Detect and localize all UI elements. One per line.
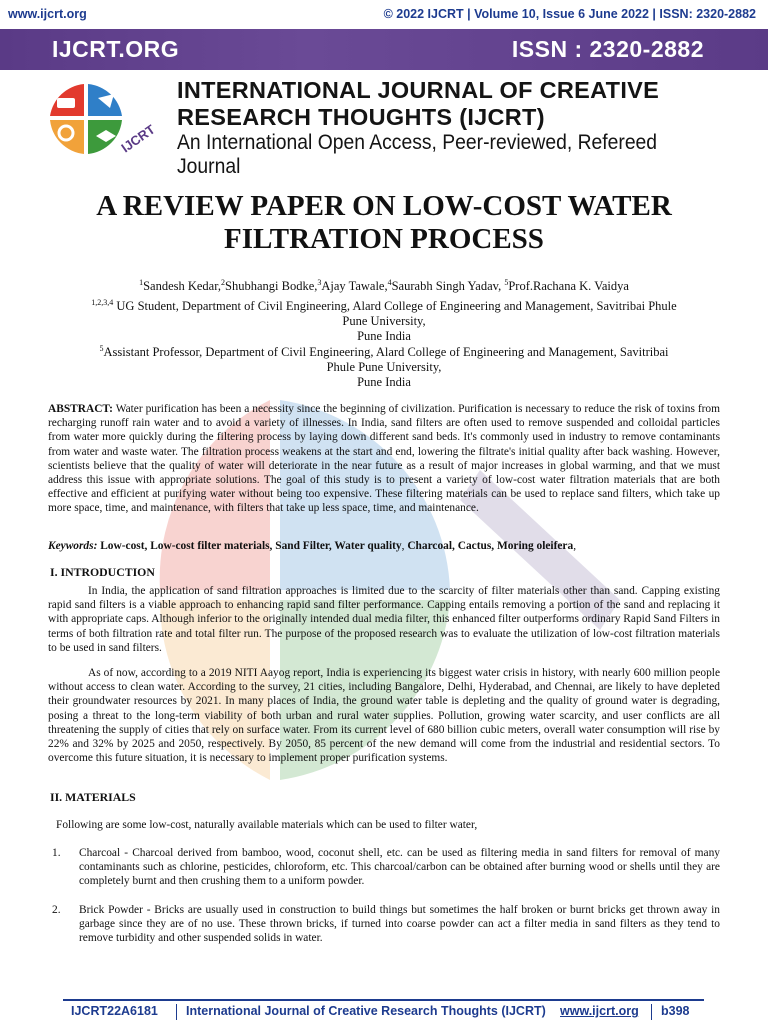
ijcrt-logo-icon xyxy=(44,76,172,166)
journal-title-line1: INTERNATIONAL JOURNAL OF CREATIVE xyxy=(177,77,660,103)
banner-site-name: IJCRT.ORG xyxy=(52,36,180,62)
author-name: Ajay Tawale, xyxy=(321,279,388,294)
abstract-label: ABSTRACT: xyxy=(48,403,113,415)
footer-paper-id: IJCRT22A6181 xyxy=(71,1004,158,1018)
footer-url-link[interactable]: www.ijcrt.org xyxy=(560,1004,639,1018)
paper-title-line1: A REVIEW PAPER ON LOW-COST WATER xyxy=(96,190,672,222)
section-heading-introduction: I. INTRODUCTION xyxy=(50,565,155,579)
affiliation-line: Pune India xyxy=(357,329,411,344)
author-sup: 1 xyxy=(139,278,144,287)
logo-text: IJCRT xyxy=(118,121,158,156)
volume-info: © 2022 IJCRT | Volume 10, Issue 6 June 2022 | ISSN: 2320-2882 xyxy=(383,7,756,21)
affiliation-line: Assistant Professor, Department of Civil Engineering, Alard College of Engineering and Management, Savitribai xyxy=(103,345,669,360)
page-footer xyxy=(63,1004,704,1022)
footer-page-number: b398 xyxy=(661,1004,690,1018)
intro-paragraph-1: In India, the application of sand filtration approaches is limited due to the scarcity of filter materials other than sand. Capping existing rapid sand filters is a viable approach to enhancing rapid sand filter performance. Capping entails removing a portion of the sand and replacing it with appropriate caps. Although inferior to the originally intended dual media filter, this enhanced filter outperforms ordinary Rapid Sand Filters in terms of both filtration rate and total filter run. The purpose of the proposed research was to evaluate the utilization of low-cost filtration materials to be used in sand filters. xyxy=(48,585,720,654)
affiliation-sup: 1,2,3,4 xyxy=(91,298,114,307)
abstract xyxy=(48,402,720,516)
site-link[interactable]: www.ijcrt.org xyxy=(8,7,87,21)
journal-subtitle: An International Open Access, Peer-reviewed, Refereed Journal xyxy=(177,131,658,178)
keywords-separator: , xyxy=(573,540,577,552)
keywords-label: Keywords: xyxy=(48,540,98,552)
list-item xyxy=(52,903,720,946)
list-number: 2. xyxy=(52,904,61,916)
keywords-text: Charcoal, Cactus, Moring oleifera xyxy=(407,540,574,552)
author-name: Shubhangi Bodke, xyxy=(225,279,318,294)
affiliation-2 xyxy=(0,341,768,390)
affiliation-line: Pune University, xyxy=(342,314,426,329)
keywords xyxy=(48,539,720,553)
keywords-separator: , xyxy=(401,540,408,552)
affiliation-line: Pune India xyxy=(357,375,411,390)
section-heading-materials: II. MATERIALS xyxy=(50,790,136,804)
author-sup: 4 xyxy=(387,278,392,287)
author-name: Saurabh Singh Yadav, xyxy=(391,279,505,294)
intro-paragraph-2: As of now, according to a 2019 NITI Aayog report, India is experiencing its biggest water crisis in history, with nearly 600 million people without access to clean water. According to the survey, 21 cities, including Bangalore, Delhi, Hyderabad, and Chennai, are likely to have depleted their groundwater resources by 2021. In many places of India, the ground water table is depleting and the quality of ground water is degrading, posing a threat to the long-term viability of both urban and rural water supplies. Pollution, growing water scarcity, and user conflicts are all threatening the supply of cities that rely on surface water. From its current level of 680 billion cubic meters, overall water consumption will rise by 22% and 32% by 2025 and 2050, respectively. By 2050, 85 percent of the new demand will come from the industrial and residential sectors. To overcome this future situation, it is necessary to implement proper purification systems. xyxy=(48,667,720,765)
author-list xyxy=(0,275,768,294)
keywords-text: Low-cost, Low-cost filter materials, Sand Filter, Water quality xyxy=(97,540,402,552)
banner-issn: ISSN : 2320-2882 xyxy=(511,36,704,62)
footer-journal-name: International Journal of Creative Research Thoughts (IJCRT) xyxy=(186,1004,546,1018)
author-sup: 5 xyxy=(504,278,509,287)
materials-intro: Following are some low-cost, naturally available materials which can be used to filter water, xyxy=(56,819,478,831)
affiliation-sup: 5 xyxy=(99,344,104,353)
paper-title-line2: FILTRATION PROCESS xyxy=(224,223,544,255)
footer-rule xyxy=(63,999,704,1001)
affiliation-line: Phule Pune University, xyxy=(326,360,442,375)
author-name: Sandesh Kedar, xyxy=(143,279,222,294)
affiliation-line: UG Student, Department of Civil Engineering, Alard College of Engineering and Management, Savitribai Phule xyxy=(113,299,677,314)
author-sup: 2 xyxy=(221,278,226,287)
paper-title xyxy=(0,190,768,256)
list-text: Charcoal - Charcoal derived from bamboo, wood, coconut shell, etc. can be used as filtering media in sand filters for removal of many contaminants such as chlorine, pesticides, chloroform, etc. This charcoal/carbon can be obtained after burning wood or shells until they are completely burnt and then crushing them to a uniform powder. xyxy=(79,847,720,888)
author-name: Prof.Rachana K. Vaidya xyxy=(508,279,629,294)
list-number: 1. xyxy=(52,847,61,859)
abstract-text: Water purification has been a necessity since the beginning of civilization. Purification is necessary to reduce the risk of toxins from recharging runoff rain water and to avoid a variety of illnesses. In India, sand filters are often used to remove suspended and colloidal particles from water more quickly during the filtering process by laying down different sand beds. It's commonly used in industry to remove contaminants from water and waste water. The filtration process weakens at the start and end, lowering the filtrate's initial quality after back washing. However, scientists believe that the quality of water will deteriorate in the near future as a result of major increases in global warming, and that we must address this issue with appropriate solutions. The goal of this study is to present a variety of low-cost water filtration materials that are both effective and efficient at purifying water without being too expensive. These filtering materials can be used to replace sand filters, which take up more space, time, and maintenance, with filters that take up less space, time, and maintenance. xyxy=(48,403,720,515)
list-text: Brick Powder - Bricks are usually used in construction to build things but sometimes the half broken or burnt bricks get thrown away in garbage since they are of no use. These thrown bricks, if turned into coarse powder can act a filter media in sand filters as they tend to remove turbidity and other suspended solids in water. xyxy=(79,904,720,945)
affiliation-1 xyxy=(0,295,768,344)
list-item xyxy=(52,846,720,889)
author-sup: 3 xyxy=(317,278,322,287)
journal-title-line2: RESEARCH THOUGHTS (IJCRT) xyxy=(177,104,545,130)
